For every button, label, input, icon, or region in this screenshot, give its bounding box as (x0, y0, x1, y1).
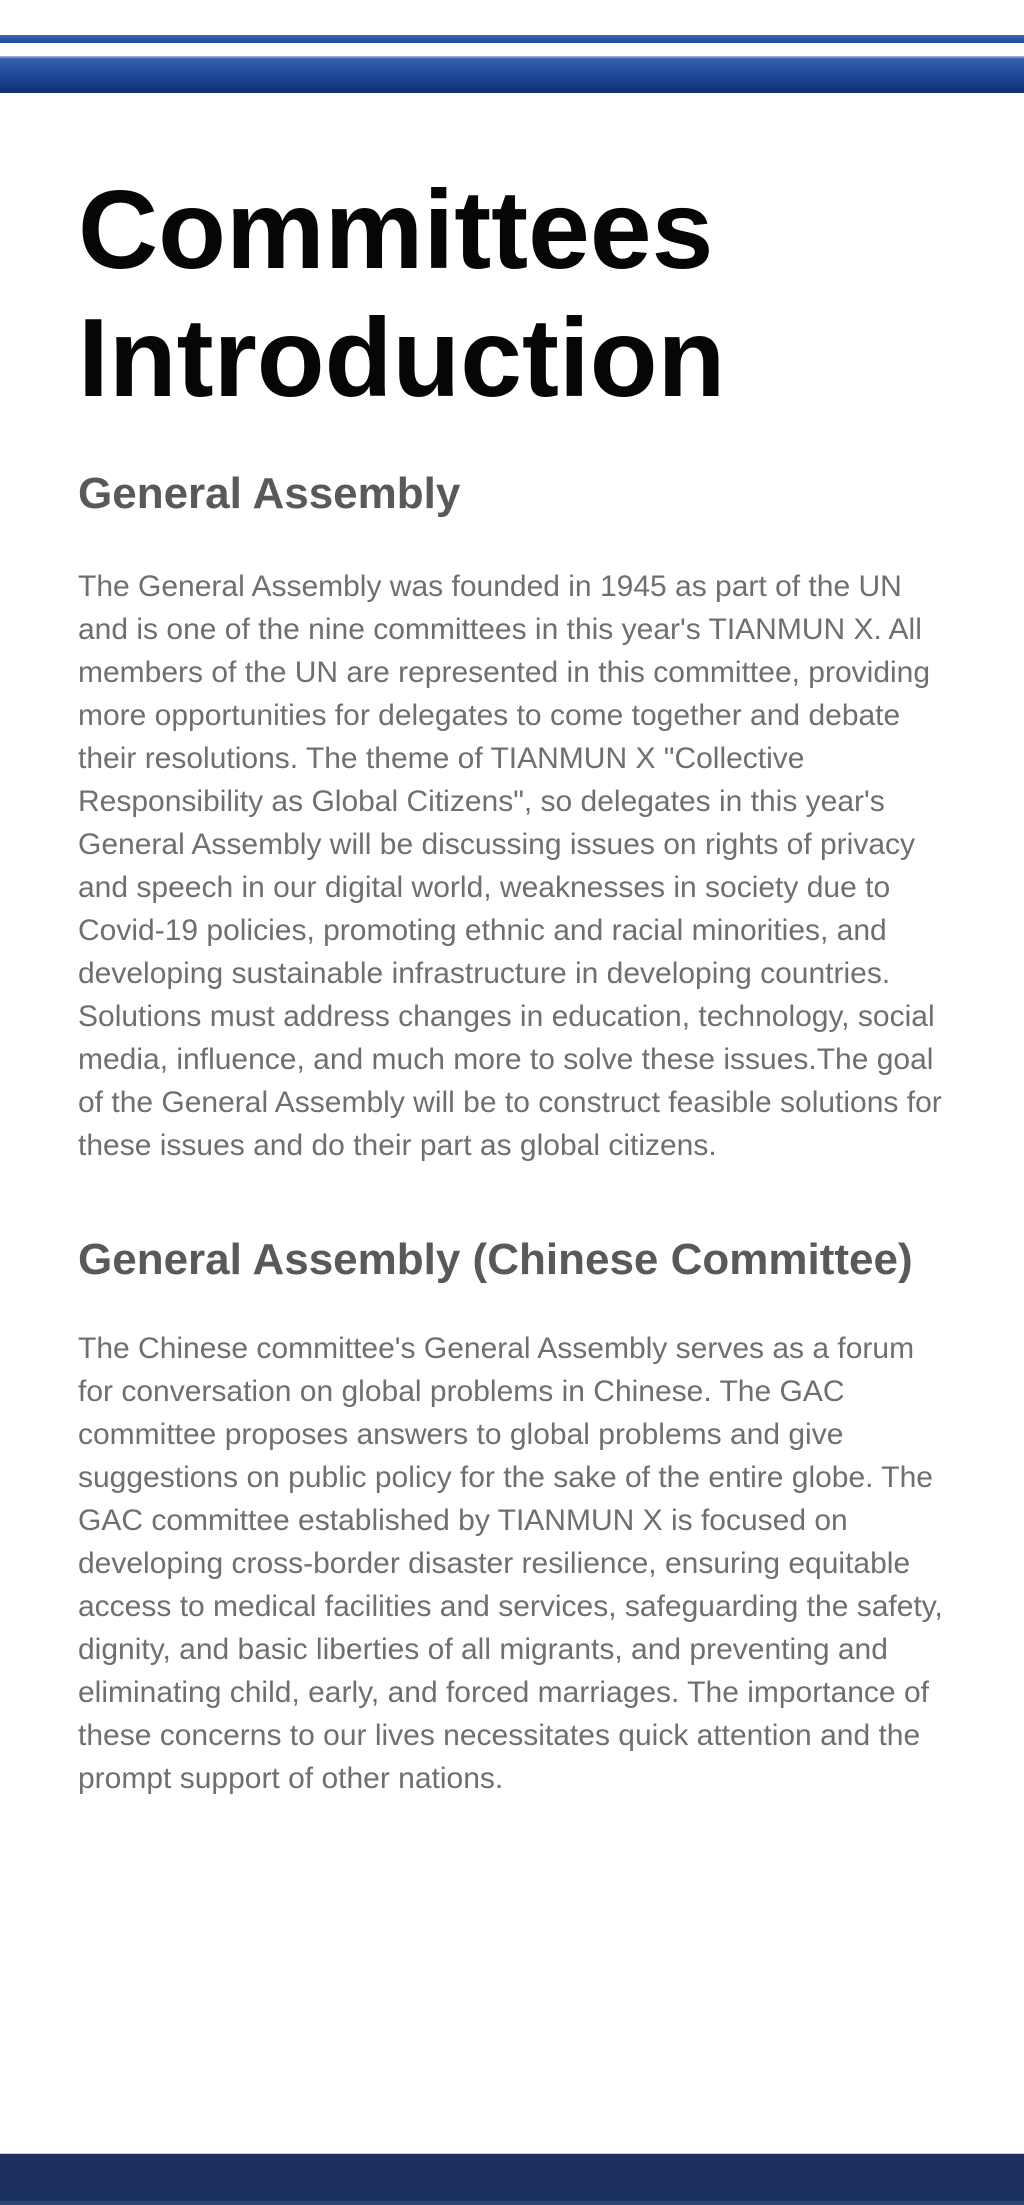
page-title: Committees Introduction (78, 168, 726, 420)
section-body-general-assembly: The General Assembly was founded in 1945 as part of the UN and is one of the nine committees in this year's TIANMUN X. All members of the UN are represented in this committee, providing more opportunities for delegates to come together and debate their resolutions. The theme of TIANMUN X "Collective Responsibility as Global Citizens", so delegates in this year's General Assembly will be discussing issues on rights of privacy and speech in our digital world, weaknesses in society due to Covid-19 policies, promoting ethnic and racial minorities, and developing sustainable infrastructure in developing countries. Solutions must address changes in education, technology, social media, influence, and much more to solve these issues.The goal of the General Assembly will be to construct feasible solutions for these issues and do their part as global citizens. (78, 570, 942, 1162)
page-content (0, 93, 1024, 1800)
section-general-assembly-chinese (78, 1235, 946, 1800)
section-heading-general-assembly: General Assembly (78, 469, 461, 518)
section-body-general-assembly-chinese: The Chinese committee's General Assembly serves as a forum for conversation on global problems in Chinese. The GAC committee proposes answers to global problems and give suggestions on public policy for the sake of the entire globe. The GAC committee established by TIANMUN X is focused on developing cross-border disaster resilience, ensuring equitable access to medical facilities and services, safeguarding the safety, dignity, and basic liberties of all migrants, and preventing and eliminating child, early, and forced marriages. The importance of these concerns to our lives necessitates quick attention and the prompt support of other nations. (78, 1332, 943, 1795)
header-accent-stripe (0, 35, 1024, 43)
section-general-assembly (78, 469, 946, 1167)
section-heading-general-assembly-chinese: General Assembly (Chinese Committee) (78, 1235, 913, 1284)
footer-bar (0, 2153, 1024, 2205)
header-bar (0, 56, 1024, 93)
